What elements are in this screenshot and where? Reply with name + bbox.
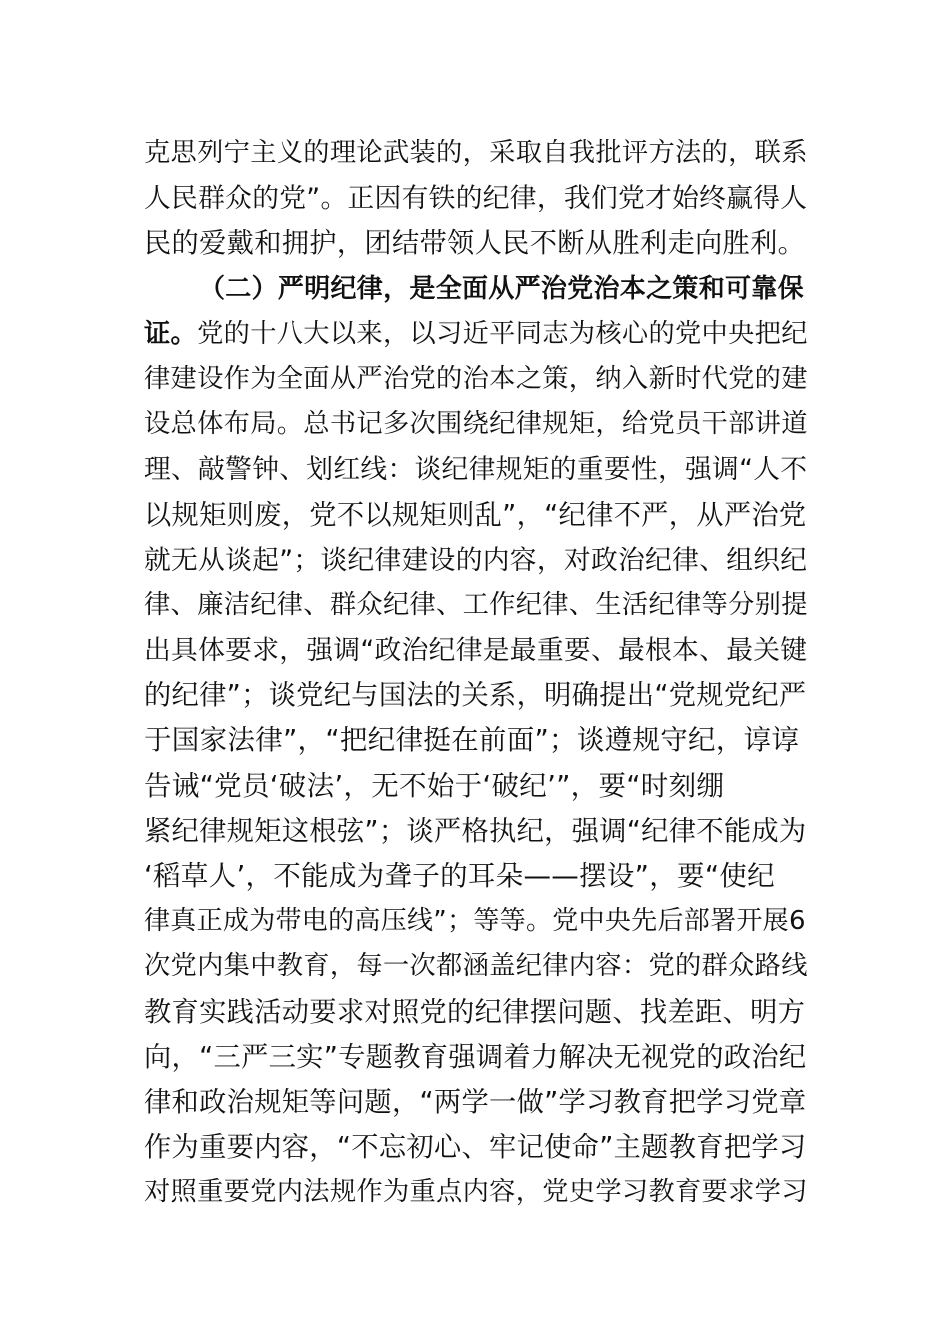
text-line: 于国家法律”，“把纪律挺在前面”；谈遵规守纪，谆谆 <box>144 724 800 757</box>
text-line: 的纪律”；谈党纪与国法的关系，明确提出“党规党纪严 <box>144 680 807 712</box>
text-line <box>144 312 809 357</box>
text-line: 克思列宁主义的理论武装的，采取自我批评方法的，联系 <box>144 138 808 168</box>
text-line: 理、敲警钟、划红线：谈纪律规矩的重要性，强调“人不 <box>144 454 808 486</box>
text-line: 律真正成为带电的高压线”；等等。党中央先后部署开展6 <box>144 906 806 937</box>
text-line: 人民群众的党”。正因有铁的纪律，我们党才始终赢得人 <box>144 183 808 215</box>
text-line: 次党内集中教育，每一次都涵盖纪律内容：党的群众路线 <box>144 951 808 982</box>
text-line: 告诫“党员‘破法’，无不始于‘破纪’”，要“时刻绷 <box>144 769 725 802</box>
text-line: 律建设作为全面从严治党的治本之策，纳入新时代党的建 <box>144 363 808 394</box>
text-line: 就无从谈起”；谈纪律建设的内容，对政治纪律、组织纪 <box>144 544 808 576</box>
text-line: 设总体布局。总书记多次围绕纪律规矩，给党员干部讲道 <box>144 409 808 440</box>
section-heading: （二）严明纪律，是全面从严治党治本之策和可靠保 <box>199 273 804 304</box>
text-line: 律和政治规矩等问题，“两学一做”学习教育把学习党章 <box>144 1086 807 1118</box>
section-heading-line <box>144 267 809 312</box>
text-line: 以规矩则废，党不以规矩则乱”，“纪律不严，从严治党 <box>144 499 807 531</box>
text-line: 民的爱戴和拥护，团结带领人民不断从胜利走向胜利。 <box>144 228 806 260</box>
text-line: 律、廉洁纪律、群众纪律、工作纪律、生活纪律等分别提 <box>144 589 808 620</box>
text-line: 对照重要党内法规作为重点内容，党史学习教育要求学习 <box>144 1177 808 1208</box>
text-line: 出具体要求，强调“政治纪律是最重要、最根本、最关键 <box>144 635 808 667</box>
text-line: 教育实践活动要求对照党的纪律摆问题、找差距、明方 <box>144 996 806 1028</box>
text-line: 作为重要内容，“不忘初心、牢记使命”主题教育把学习 <box>144 1132 807 1164</box>
body-text <box>144 131 809 1216</box>
text-line: 向，“三严三实”专题教育强调着力解决无视党的政治纪 <box>144 1041 807 1073</box>
text-line: ‘稻草人’，不能成为聋子的耳朵——摆设”，要“使纪 <box>144 860 775 892</box>
text-line-content: 党的十八大以来，以习近平同志为核心的党中央把纪 <box>197 318 808 349</box>
text-line: 紧纪律规矩这根弦”；谈严格执纪，强调“纪律不能成为 <box>144 815 807 847</box>
section-heading-end: 证。 <box>144 318 198 349</box>
